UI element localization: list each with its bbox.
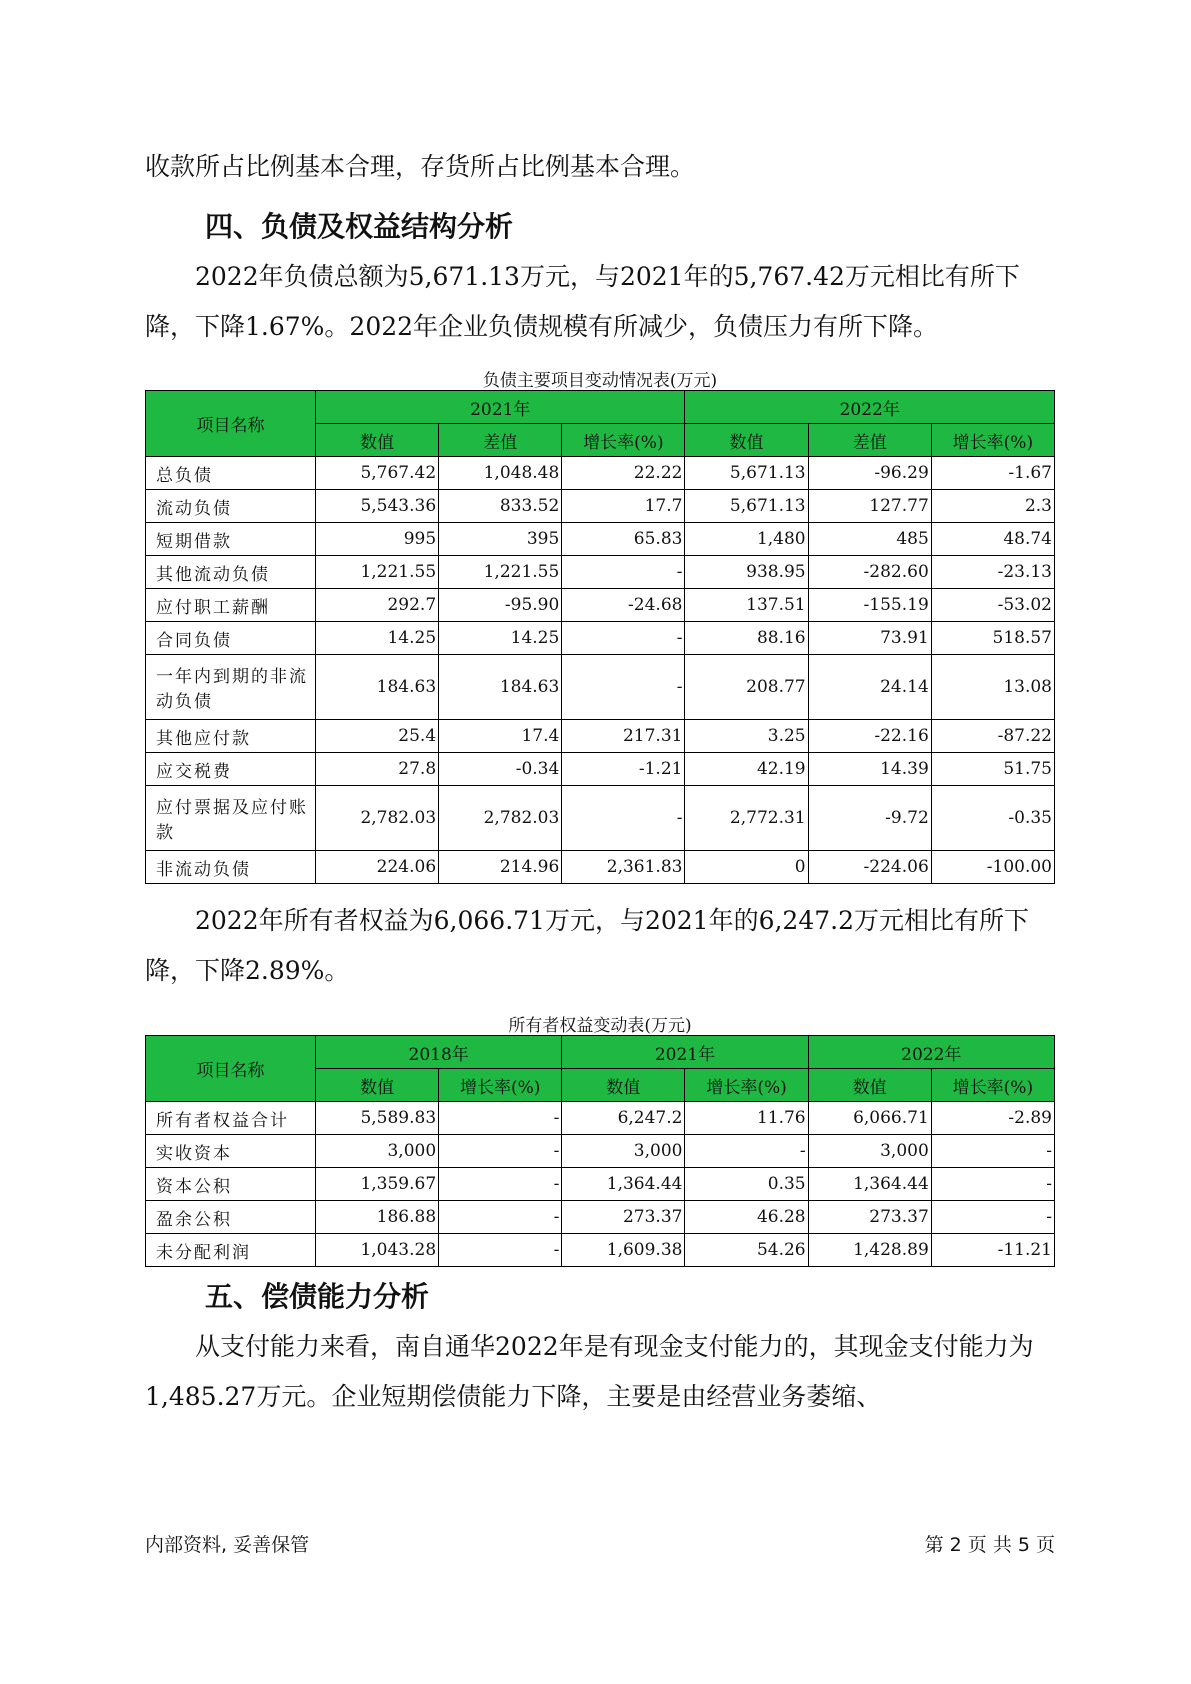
section-heading-liabilities: 四、负债及权益结构分析 bbox=[205, 210, 514, 243]
table-cell: -155.19 bbox=[808, 589, 931, 622]
table-cell: -1.67 bbox=[931, 457, 1054, 490]
row-label: 其他流动负债 bbox=[146, 556, 316, 589]
table-cell: 14.25 bbox=[439, 622, 562, 655]
table-row bbox=[146, 589, 1055, 622]
table-cell: 1,480 bbox=[685, 523, 808, 556]
table-row bbox=[146, 1234, 1055, 1267]
table-row bbox=[146, 1168, 1055, 1201]
row-label: 资本公积 bbox=[146, 1168, 316, 1201]
table-cell: 485 bbox=[808, 523, 931, 556]
table-row bbox=[146, 753, 1055, 786]
table-cell: 24.14 bbox=[808, 655, 931, 720]
table-row bbox=[146, 720, 1055, 753]
table-cell: 184.63 bbox=[439, 655, 562, 720]
row-label: 合同负债 bbox=[146, 622, 316, 655]
table-row bbox=[146, 457, 1055, 490]
table-cell: -24.68 bbox=[562, 589, 685, 622]
subcol-header: 数值 bbox=[685, 424, 808, 457]
table-cell: 11.76 bbox=[685, 1102, 808, 1135]
table-cell: 137.51 bbox=[685, 589, 808, 622]
subcol-header: 差值 bbox=[808, 424, 931, 457]
row-label: 一年内到期的非流动负债 bbox=[146, 655, 316, 720]
footer-confidential: 内部资料, 妥善保管 bbox=[145, 1534, 310, 1556]
table-cell: 17.7 bbox=[562, 490, 685, 523]
row-label: 应付职工薪酬 bbox=[146, 589, 316, 622]
table-cell: 13.08 bbox=[931, 655, 1054, 720]
table-cell: 518.57 bbox=[931, 622, 1054, 655]
table-row bbox=[146, 1201, 1055, 1234]
table-cell: 2,782.03 bbox=[439, 786, 562, 851]
row-label: 其他应付款 bbox=[146, 720, 316, 753]
table-cell: 2,361.83 bbox=[562, 851, 685, 884]
col-header-name: 项目名称 bbox=[146, 391, 316, 457]
table-cell: - bbox=[562, 556, 685, 589]
section-heading-solvency: 五、偿债能力分析 bbox=[205, 1280, 430, 1313]
table-cell: - bbox=[439, 1234, 562, 1267]
row-label: 流动负债 bbox=[146, 490, 316, 523]
year-header: 2018年 bbox=[316, 1036, 562, 1069]
table-cell: 5,767.42 bbox=[316, 457, 439, 490]
table-cell: -96.29 bbox=[808, 457, 931, 490]
table-row bbox=[146, 1135, 1055, 1168]
table-cell: 184.63 bbox=[316, 655, 439, 720]
table-cell: 54.26 bbox=[685, 1234, 808, 1267]
table-cell: 1,364.44 bbox=[808, 1168, 931, 1201]
table-cell: 3,000 bbox=[562, 1135, 685, 1168]
table-cell: - bbox=[685, 1135, 808, 1168]
subcol-header: 数值 bbox=[316, 424, 439, 457]
subcol-header: 增长率(%) bbox=[685, 1069, 808, 1102]
row-label: 未分配利润 bbox=[146, 1234, 316, 1267]
table-row bbox=[146, 1102, 1055, 1135]
table-cell: 395 bbox=[439, 523, 562, 556]
table-cell: 208.77 bbox=[685, 655, 808, 720]
table-cell: 1,359.67 bbox=[316, 1168, 439, 1201]
table-cell: 14.39 bbox=[808, 753, 931, 786]
table-cell: 22.22 bbox=[562, 457, 685, 490]
subcol-header: 增长率(%) bbox=[931, 1069, 1054, 1102]
table-cell: 1,609.38 bbox=[562, 1234, 685, 1267]
table-cell: -1.21 bbox=[562, 753, 685, 786]
paragraph-liabilities: 2022年负债总额为5,671.13万元，与2021年的5,767.42万元相比有所下降，下降1.67%。2022年企业负债规模有所减少，负债压力有所下降。 bbox=[145, 262, 1020, 341]
table-cell: 2,782.03 bbox=[316, 786, 439, 851]
table-cell: 186.88 bbox=[316, 1201, 439, 1234]
subcol-header: 数值 bbox=[316, 1069, 439, 1102]
table-cell: - bbox=[931, 1135, 1054, 1168]
subcol-header: 增长率(%) bbox=[931, 424, 1054, 457]
table-cell: -11.21 bbox=[931, 1234, 1054, 1267]
row-label: 应付票据及应付账款 bbox=[146, 786, 316, 851]
table-row bbox=[146, 851, 1055, 884]
table-cell: - bbox=[562, 622, 685, 655]
table1-caption: 负债主要项目变动情况表(万元) bbox=[482, 371, 718, 391]
table-cell: 6,247.2 bbox=[562, 1102, 685, 1135]
table-cell: 1,428.89 bbox=[808, 1234, 931, 1267]
table-cell: 5,671.13 bbox=[685, 490, 808, 523]
table-cell: -87.22 bbox=[931, 720, 1054, 753]
table-cell: - bbox=[931, 1201, 1054, 1234]
table-cell: 5,671.13 bbox=[685, 457, 808, 490]
table-cell: -2.89 bbox=[931, 1102, 1054, 1135]
table-cell: - bbox=[562, 655, 685, 720]
table-row bbox=[146, 490, 1055, 523]
row-label: 短期借款 bbox=[146, 523, 316, 556]
table-cell: - bbox=[439, 1135, 562, 1168]
subcol-header: 数值 bbox=[808, 1069, 931, 1102]
table-cell: 995 bbox=[316, 523, 439, 556]
table-cell: 273.37 bbox=[808, 1201, 931, 1234]
table-cell: 3,000 bbox=[316, 1135, 439, 1168]
table-cell: 0.35 bbox=[685, 1168, 808, 1201]
subcol-header: 增长率(%) bbox=[562, 424, 685, 457]
table-cell: 42.19 bbox=[685, 753, 808, 786]
liabilities-table bbox=[145, 390, 1055, 884]
table-cell: 1,221.55 bbox=[439, 556, 562, 589]
table-cell: 5,543.36 bbox=[316, 490, 439, 523]
table-cell: 1,043.28 bbox=[316, 1234, 439, 1267]
table-cell: - bbox=[931, 1168, 1054, 1201]
table-cell: 3,000 bbox=[808, 1135, 931, 1168]
equity-table bbox=[145, 1035, 1055, 1267]
row-label: 应交税费 bbox=[146, 753, 316, 786]
subcol-header: 差值 bbox=[439, 424, 562, 457]
table-cell: 217.31 bbox=[562, 720, 685, 753]
year-header: 2021年 bbox=[316, 391, 685, 424]
row-label: 实收资本 bbox=[146, 1135, 316, 1168]
table2-caption: 所有者权益变动表(万元) bbox=[508, 1016, 692, 1036]
row-label: 所有者权益合计 bbox=[146, 1102, 316, 1135]
table-cell: 17.4 bbox=[439, 720, 562, 753]
table-cell: 833.52 bbox=[439, 490, 562, 523]
table-cell: - bbox=[439, 1201, 562, 1234]
table-cell: 14.25 bbox=[316, 622, 439, 655]
table-cell: 46.28 bbox=[685, 1201, 808, 1234]
table-cell: 214.96 bbox=[439, 851, 562, 884]
year-header: 2022年 bbox=[685, 391, 1055, 424]
table-cell: 273.37 bbox=[562, 1201, 685, 1234]
table-cell: 2.3 bbox=[931, 490, 1054, 523]
row-label: 盈余公积 bbox=[146, 1201, 316, 1234]
table-cell: -0.35 bbox=[931, 786, 1054, 851]
table-row bbox=[146, 786, 1055, 851]
table-cell: 224.06 bbox=[316, 851, 439, 884]
table-row bbox=[146, 556, 1055, 589]
table-cell: 3.25 bbox=[685, 720, 808, 753]
subcol-header: 数值 bbox=[562, 1069, 685, 1102]
table-cell: -95.90 bbox=[439, 589, 562, 622]
table-cell: 88.16 bbox=[685, 622, 808, 655]
table-row bbox=[146, 523, 1055, 556]
table-cell: 73.91 bbox=[808, 622, 931, 655]
table-cell: 2,772.31 bbox=[685, 786, 808, 851]
row-label: 总负债 bbox=[146, 457, 316, 490]
table-cell: -53.02 bbox=[931, 589, 1054, 622]
year-header: 2021年 bbox=[562, 1036, 808, 1069]
table-cell: 25.4 bbox=[316, 720, 439, 753]
paragraph-top: 收款所占比例基本合理，存货所占比例基本合理。 bbox=[145, 152, 696, 181]
table-row bbox=[146, 655, 1055, 720]
table-cell: 0 bbox=[685, 851, 808, 884]
table-cell: 1,048.48 bbox=[439, 457, 562, 490]
table-cell: 6,066.71 bbox=[808, 1102, 931, 1135]
year-header: 2022年 bbox=[808, 1036, 1054, 1069]
table-row bbox=[146, 622, 1055, 655]
col-header-name: 项目名称 bbox=[146, 1036, 316, 1102]
table-cell: -0.34 bbox=[439, 753, 562, 786]
paragraph-solvency: 从支付能力来看，南自通华2022年是有现金支付能力的，其现金支付能力为1,485.27万元。企业短期偿债能力下降，主要是由经营业务萎缩、 bbox=[145, 1332, 1034, 1411]
row-label: 非流动负债 bbox=[146, 851, 316, 884]
table-cell: - bbox=[562, 786, 685, 851]
table-cell: 27.8 bbox=[316, 753, 439, 786]
table-cell: -224.06 bbox=[808, 851, 931, 884]
table-cell: 48.74 bbox=[931, 523, 1054, 556]
footer-page-number: 第 2 页 共 5 页 bbox=[924, 1534, 1055, 1556]
table-cell: - bbox=[439, 1102, 562, 1135]
subcol-header: 增长率(%) bbox=[439, 1069, 562, 1102]
paragraph-equity: 2022年所有者权益为6,066.71万元，与2021年的6,247.2万元相比有所下降，下降2.89%。 bbox=[145, 906, 1029, 985]
table-cell: -282.60 bbox=[808, 556, 931, 589]
table-cell: 292.7 bbox=[316, 589, 439, 622]
table-cell: -23.13 bbox=[931, 556, 1054, 589]
table-cell: -100.00 bbox=[931, 851, 1054, 884]
table-cell: 1,364.44 bbox=[562, 1168, 685, 1201]
table-cell: - bbox=[439, 1168, 562, 1201]
table-cell: -9.72 bbox=[808, 786, 931, 851]
table-cell: 65.83 bbox=[562, 523, 685, 556]
table-cell: 51.75 bbox=[931, 753, 1054, 786]
table-cell: 127.77 bbox=[808, 490, 931, 523]
table-cell: 5,589.83 bbox=[316, 1102, 439, 1135]
table-cell: 1,221.55 bbox=[316, 556, 439, 589]
table-cell: -22.16 bbox=[808, 720, 931, 753]
table-cell: 938.95 bbox=[685, 556, 808, 589]
